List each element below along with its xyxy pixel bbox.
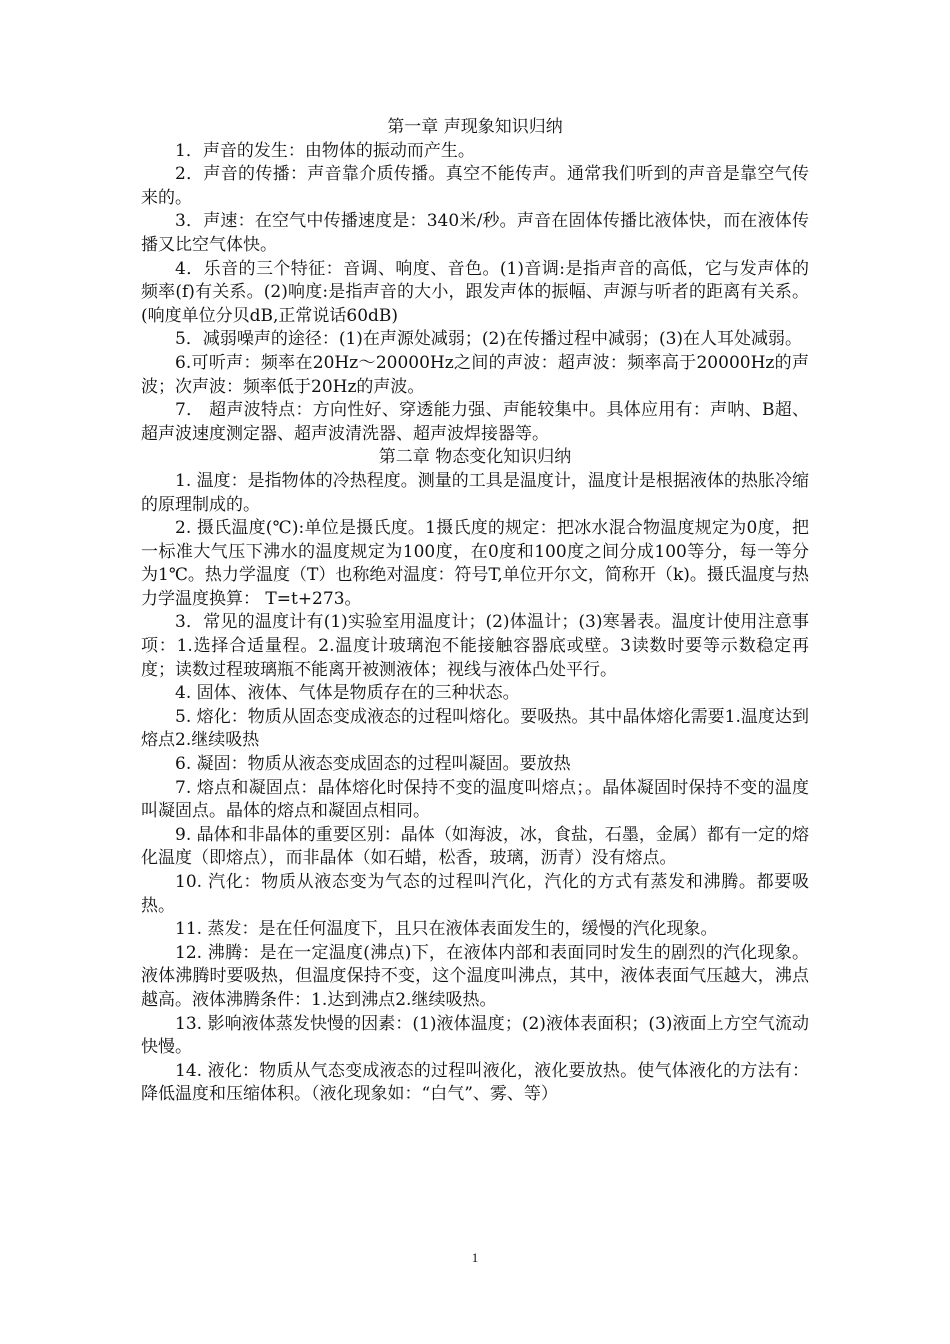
chapter-2-item-11: 11. 蒸发：是在任何温度下，且只在液体表面发生的，缓慢的汽化现象。 — [175, 919, 718, 940]
chapter-1-item-5: 5．减弱噪声的途径：(1)在声源处减弱；(2)在传播过程中减弱；(3)在人耳处减弱。 — [175, 329, 803, 350]
chapter-2-item-12: 12. 沸腾：是在一定温度(沸点)下，在液体内部和表面同时发生的剧烈的汽化现象。液体沸腾时要吸热，但温度保持不变，这个温度叫沸点，其中，液体表面气压越大，沸点越高。液体沸腾条件：1.达到沸点2.继续吸热。 — [141, 942, 809, 1010]
chapter-1-item-7: 7． 超声波特点：方向性好、穿透能力强、声能较集中。具体应用有：声呐、B超、超声波速度测定器、超声波清洗器、超声波焊接器等。 — [141, 400, 809, 444]
chapter-1-item-3: 3．声速：在空气中传播速度是：340米/秒。声音在固体传播比液体快，而在液体传播又比空气体快。 — [141, 211, 809, 255]
chapter-2-item-7: 7. 熔点和凝固点：晶体熔化时保持不变的温度叫熔点；。晶体凝固时保持不变的温度叫凝固点。晶体的熔点和凝固点相同。 — [141, 777, 809, 822]
page-content — [141, 116, 809, 1107]
chapter-2-item-3: 3．常见的温度计有(1)实验室用温度计；(2)体温计；(3)寒暑表。温度计使用注意事项：1.选择合适量程。2.温度计玻璃泡不能接触容器底或壁。3读数时要等示数稳定再度；读数过程玻璃瓶不能离开被测液体；视线与液体凸处平行。 — [141, 612, 809, 680]
chapter-1-item-1: 1．声音的发生：由物体的振动而产生。 — [175, 140, 475, 161]
chapter-2-item-1: 1. 温度：是指物体的冷热程度。测量的工具是温度计，温度计是根据液体的热胀冷缩的原理制成的。 — [141, 470, 809, 515]
chapter-2-item-4: 4. 固体、液体、气体是物质存在的三种状态。 — [175, 683, 520, 704]
chapter-1-title: 第一章 声现象知识归纳 — [387, 117, 563, 137]
chapter-2-item-5: 5. 熔化：物质从固态变成液态的过程叫熔化。要吸热。其中晶体熔化需要1.温度达到熔点2.继续吸热 — [141, 706, 809, 751]
chapter-2-item-2: 2. 摄氏温度(℃):单位是摄氏度。1摄氏度的规定：把冰水混合物温度规定为0度，把一标准大气压下沸水的温度规定为100度，在0度和100度之间分成100等分，每一等分为1℃。热力学温度（T）也称绝对温度：符号T,单位开尔文，简称开（k)。摄氏温度与热力学温度换算： T=t+273。 — [141, 518, 809, 609]
chapter-1-item-4: 4．乐音的三个特征：音调、响度、音色。(1)音调:是指声音的高低，它与发声体的频率(f)有关系。(2)响度:是指声音的大小，跟发声体的振幅、声源与听者的距离有关系。(响度单位分贝dB,正常说话60dB) — [141, 258, 809, 326]
chapter-2-item-9: 9. 晶体和非晶体的重要区别：晶体（如海波，冰，食盐，石墨，金属）都有一定的熔化温度（即熔点），而非晶体（如石蜡，松香，玻璃，沥青）没有熔点。 — [141, 824, 809, 869]
chapter-1-item-2: 2．声音的传播：声音靠介质传播。真空不能传声。通常我们听到的声音是靠空气传来的。 — [141, 164, 809, 208]
chapter-2-item-6: 6. 凝固：物质从液态变成固态的过程叫凝固。要放热 — [175, 754, 571, 775]
chapter-2-item-14: 14. 液化：物质从气态变成液态的过程叫液化，液化要放热。使气体液化的方法有：降低温度和压缩体积。（液化现象如：“白气”、雾、等） — [141, 1060, 809, 1105]
chapter-2-title: 第二章 物态变化知识归纳 — [378, 447, 572, 468]
chapter-1-item-6: 6.可听声：频率在20Hz～20000Hz之间的声波：超声波：频率高于20000Hz的声波；次声波：频率低于20Hz的声波。 — [141, 352, 809, 397]
chapter-2-item-10: 10. 汽化：物质从液态变为气态的过程叫汽化，汽化的方式有蒸发和沸腾。都要吸热。 — [141, 872, 809, 916]
chapter-2-item-13: 13. 影响液体蒸发快慢的因素：(1)液体温度；(2)液体表面积；(3)液面上方空气流动快慢。 — [141, 1013, 809, 1058]
page-number: 1 — [471, 1250, 479, 1265]
